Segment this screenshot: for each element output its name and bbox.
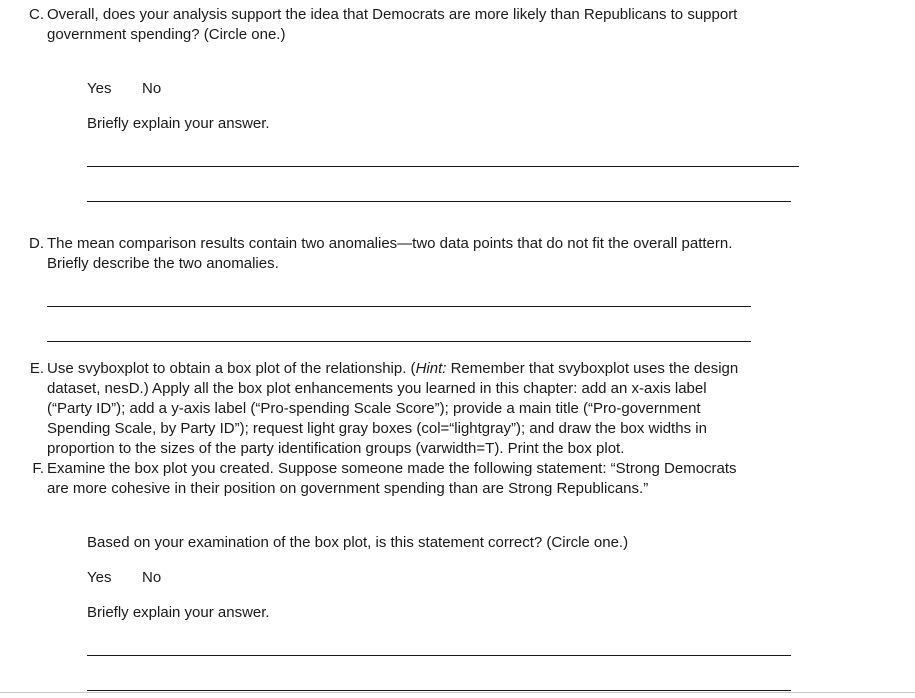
question-d-label: D. bbox=[29, 235, 44, 252]
question-e-hint-word: Hint: bbox=[415, 360, 447, 377]
question-f-answer-line-1[interactable] bbox=[87, 655, 791, 656]
question-f-text-line-1: Examine the box plot you created. Suppose someone made the following statement: “Strong Democrats bbox=[47, 460, 737, 477]
question-d-answer-line-1[interactable] bbox=[47, 306, 751, 307]
question-e-text-after-hint: Remember that svyboxplot uses the design bbox=[446, 360, 739, 377]
question-d-text-line-1: The mean comparison results contain two anomalies—two data points that do not fit the overall pattern. bbox=[47, 235, 733, 252]
question-f-prompt: Based on your examination of the box plot, is this statement correct? (Circle one.) bbox=[87, 534, 629, 551]
question-d-text-line-2: Briefly describe the two anomalies. bbox=[47, 255, 279, 272]
question-e-text-line-1 bbox=[47, 359, 738, 379]
question-c-text-line-1: Overall, does your analysis support the idea that Democrats are more likely than Republicans to support bbox=[47, 6, 738, 23]
question-e-text-line-2: dataset, nesD.) Apply all the box plot enhancements you learned in this chapter: add an x-axis label bbox=[47, 380, 707, 397]
question-e-text-line-3: (“Party ID”); add a y-axis label (“Pro-spending Scale Score”); provide a main title (“Pro-government bbox=[47, 400, 701, 417]
question-f-explain-prompt: Briefly explain your answer. bbox=[87, 604, 270, 621]
question-f-option-no[interactable]: No bbox=[142, 569, 162, 586]
question-c-text-line-2: government spending? (Circle one.) bbox=[47, 26, 286, 43]
question-f-option-yes[interactable]: Yes bbox=[87, 569, 112, 586]
question-f-answer-line-2[interactable] bbox=[87, 690, 791, 691]
question-f-label: F. bbox=[32, 460, 44, 477]
question-e-label: E. bbox=[29, 360, 44, 377]
question-c-label: C. bbox=[29, 6, 44, 23]
page-edge-divider bbox=[0, 692, 915, 693]
question-e-text-before-hint: Use svyboxplot to obtain a box plot of the relationship. ( bbox=[47, 360, 416, 377]
question-e-text-line-5: proportion to the sizes of the party identification groups (varwidth=T). Print the box plot. bbox=[47, 440, 625, 457]
question-c-option-yes[interactable]: Yes bbox=[87, 80, 112, 97]
question-c-explain-prompt: Briefly explain your answer. bbox=[87, 115, 270, 132]
question-f-text-line-2: are more cohesive in their position on government spending than are Strong Republicans.” bbox=[47, 480, 649, 497]
question-d-answer-line-2[interactable] bbox=[47, 341, 751, 342]
question-c-answer-line-1[interactable] bbox=[87, 166, 799, 167]
question-c-option-no[interactable]: No bbox=[142, 80, 162, 97]
question-e-text-line-4: Spending Scale, by Party ID”); request light gray boxes (col=“lightgray”); and draw the box widths in bbox=[47, 420, 707, 437]
question-c-answer-line-2[interactable] bbox=[87, 201, 791, 202]
